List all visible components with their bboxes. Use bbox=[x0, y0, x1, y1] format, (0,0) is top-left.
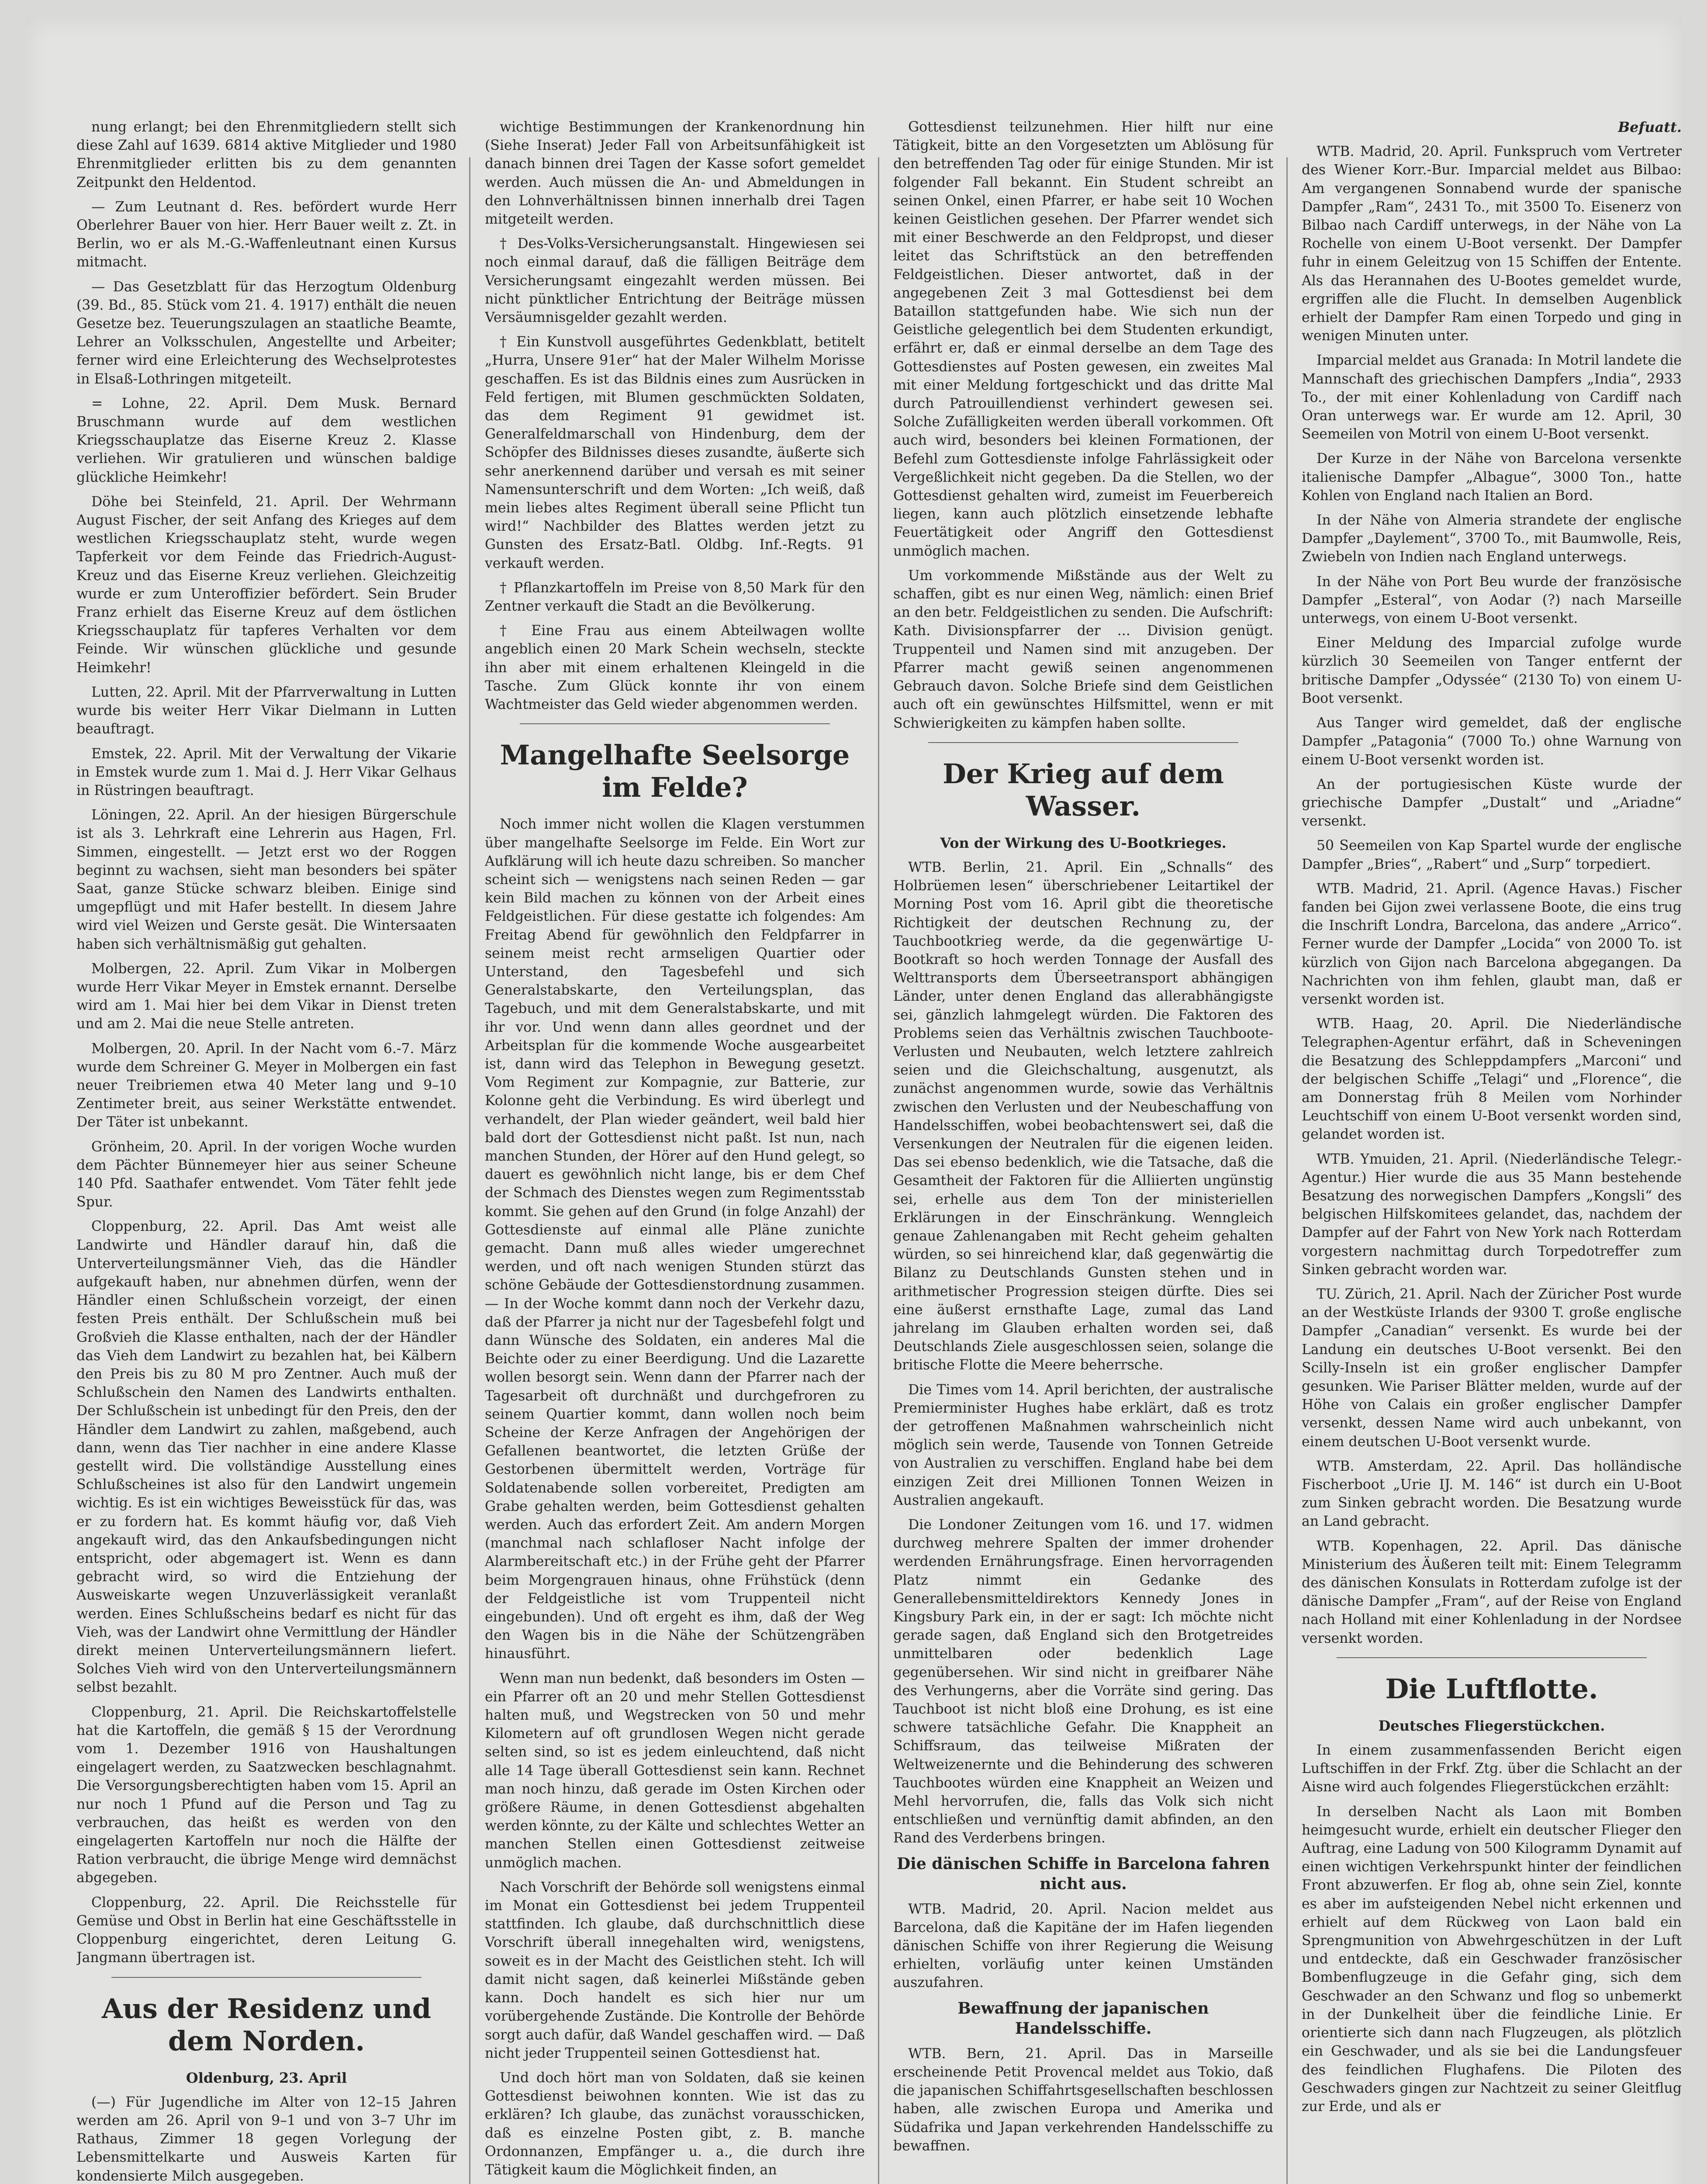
article-paragraph: wichtige Bestimmungen der Krankenordnung hin (Siehe Inserat) Jeder Fall von Arbeitsunfähigkeit ist danach binnen drei Tagen der Kasse sofort gemeldet werden. Auch müssen die An- und Abmeldungen in den Lohnverhältnissen binnen innerhalb drei Tagen mitgeteilt werden. bbox=[485, 119, 865, 228]
article-paragraph: Molbergen, 20. April. In der Nacht vom 6.-7. März wurde dem Schreiner G. Meyer in Molbergen ein fast neuer Treibriemen etwa 40 Meter lang und 9–10 Zentimeter breit, aus seiner Werkstätte entwendet. Der Täter ist unbekannt. bbox=[76, 1040, 456, 1130]
article-paragraph: Cloppenburg, 21. April. Die Reichskartoffelstelle hat die Kartoffeln, die gemäß § 15 der Verordnung vom 1. Dezember 1916 von Haushaltungen eingelagert werden, zu Saatzwecken beschlagnahmt. Die Versorgungsberechtigten haben vom 15. April an nur noch 1 Pfund auf die Person und Tag zu verbrauchen, das heißt es werden von den eingelagerten Kartoffeln nur noch die Hälfte der Ration verbraucht, die übrige Menge wird demnächst abgegeben. bbox=[76, 1704, 456, 1886]
article-header-seelsorge: Mangelhafte Seelsorge im Felde? bbox=[500, 739, 850, 804]
article-paragraph: † Ein Kunstvoll ausgeführtes Gedenkblatt, betitelt „Hurra, Unsere 91er“ hat der Maler Wilhelm Morisse geschaffen. Es ist das Bildnis eines zum Ausrücken in Feld fertigen, mit Blumen geschmückten Soldaten, das dem Regiment 91 gewidmet ist. Generalfeldmarschall von Hindenburg, dem der Schöpfer des Bildnisses dieses zusandte, äußerte sich sehr anerkennend darüber und versah es mit seiner Namensunterschrift und dem Worten: „Ich weiß, daß mein liebes altes Regiment überall seine Pflicht tun wird!“ Nachbilder des Blattes werden jetzt zu Gunsten des Ersatz-Batl. Oldbg. Inf.-Regts. 91 verkauft werden. bbox=[485, 334, 865, 571]
column-1-articles bbox=[76, 118, 456, 1967]
article-paragraph: — Das Gesetzblatt für das Herzogtum Oldenburg (39. Bd., 85. Stück vom 21. 4. 1917) enthält die neuen Gesetze bez. Teuerungszulagen an staatliche Beamte, Lehrer an Volksschulen, Angestellte und Arbeiter; ferner wird eine Erleichterung des Wechselprotestes in Elsaß-Lothringen mitgeteilt. bbox=[76, 279, 456, 387]
article-paragraph: WTB. Madrid, 21. April. (Agence Havas.) Fischer fanden bei Gijon zwei verlassene Boote, die eins trug die Inschrift Londra, Barcelona, das andere „Arrico“. Ferner wurde der Dampfer „Locida“ von 2000 To. ist kürzlich von Gijon nach Barcelona abgegangen. Da Nachrichten von ihm fehlen, glaubt man, daß er versenkt worden ist. bbox=[1302, 881, 1682, 1007]
section-header-residenz: Aus der Residenz und dem Norden. bbox=[101, 1992, 432, 2057]
article-paragraph: — Zum Leutnant d. Res. befördert wurde Herr Oberlehrer Bauer von hier. Herr Bauer weilt z. Zt. in Berlin, wo er als M.-G.-Waffenleutnant einen Kursus mitmacht. bbox=[76, 199, 456, 270]
article-paragraph: Gottesdienst teilzunehmen. Hier hilft nur eine Tätigkeit, bitte an den Vorgesetzten um Ablösung für den betreffenden Tag oder für einige Stunden. Mir ist folgender Fall bekannt. Ein Student schreibt an seinen Onkel, einen Pfarrer, er habe seit 10 Wochen keinen Geistlichen gesehen. Der Pfarrer wendet sich mit einer Beschwerde an den Feldpropst, und dieser leitet das Schriftstück an den betreffenden Feldgeistlichen. Dieser antwortet, daß in der angegebenen Zeit 3 mal Gottesdienst bei dem Bataillon stattgefunden habe. Wie sich nun der Geistliche gelegentlich bei dem Studenten erkundigt, erfährt er, daß er einmal derselbe an dem Tage des Gottesdienstes auf Posten gewesen, ein zweites Mal mit einer Meldung fortgeschickt und das dritte Mal durch Patrouillendienst verhindert gewesen sei. Solche Zufälligkeiten werden überall vorkommen. Oft auch wird, besonders bei kleinen Formationen, der Befehl zum Gottesdienste infolge Fahrlässigkeit oder Vergeßlichkeit nicht gegeben. Da die Stellen, wo der Gottesdienst gehalten wird, zumeist im Feuerbereich liegen, kann auch plötzlich einsetzende lebhafte Feuertätigkeit oder Angriff den Gottesdienst unmöglich machen. bbox=[893, 119, 1273, 559]
article-paragraph: Emstek, 22. April. Mit der Verwaltung der Vikarie in Emstek wurde zum 1. Mai d. J. Herr Vikar Gelhaus in Rüstringen beauftragt. bbox=[76, 746, 456, 798]
article-paragraph: 50 Seemeilen von Kap Spartel wurde der englische Dampfer „Bries“, „Rabert“ und „Surp“ torpediert. bbox=[1302, 838, 1682, 872]
article-paragraph: In derselben Nacht als Laon mit Bomben heimgesucht wurde, erhielt ein deutscher Flieger den Auftrag, eine Ladung von 500 Kilogramm Dynamit auf einen wichtigen Verkehrspunkt hinter der feindlichen Front abzuwerfen. Er flog ab, ohne sein Ziel, konnte es aber im aufsteigenden Nebel nicht erkennen und erhielt auf dem Rückweg von Laon bald ein Sprengmunition von Abwehrgeschützen in der Luft und entdeckte, daß ein Geschwader französischer Bombenflugzeuge in die Gefahr ging, sich dem Geschwader an den Schwanz und flog so unbemerkt in der Dunkelheit über die feindliche Linie. Er orientierte sich dann nach Flugzeugen, als plötzlich ein Geschwader, und als sie bei die Landungsfeuer des feindlichen Flughafens. Die Piloten des Geschwaders gingen zur Nachtzeit zu seiner Gleitflug zur Erde, und als er bbox=[1302, 1804, 1682, 2115]
column-rule bbox=[469, 157, 470, 2184]
column-2-seelsorge-body bbox=[485, 815, 865, 2179]
section-divider bbox=[928, 742, 1238, 743]
column-1 bbox=[76, 118, 456, 2184]
article-paragraph: WTB. Haag, 20. April. Die Niederländische Telegraphen-Agentur erfährt, daß in Scheveningen die Besatzung des Schleppdampfers „Marconi“ und der belgischen Schiffe „Telagi“ und „Florence“, die am Donnerstag früh 8 Meilen vom Norhinder Leuchtschiff von einem U-Boot versenkt worden sind, gelandet worden ist. bbox=[1302, 1016, 1682, 1143]
section-divider bbox=[1337, 1657, 1647, 1658]
article-paragraph: WTB. Madrid, 20. April. Funkspruch vom Vertreter des Wiener Korr.-Bur. Imparcial meldet aus Bilbao: Am vergangenen Sonnabend wurde der spanische Dampfer „Ram“, 2431 To., mit 3500 To. Eisenerz von Bilbao nach Cardiff unterwegs, in der Nähe von La Rochelle von einem U-Boot versenkt. Der Dampfer fuhr in einem Geleitzug von 15 Schiffen der Entente. Als das Herannahen des U-Bootes gemeldet wurde, ergriffen alle die Flucht. In demselben Augenblick erhielt der Dampfer Ram einen Torpedo und ging in wenigen Minuten unter. bbox=[1302, 144, 1682, 344]
column-rule bbox=[1286, 157, 1288, 2184]
article-paragraph: WTB. Berlin, 21. April. Ein „Schnalls“ des Holbrüemen lesen“ überschriebener Leitartikel der Morning Post vom 16. April gibt die theoretische Richtigkeit der deutschen Rechnung zu, der Tauchbootkrieg werde, da die gegenwärtige U-Bootkraft so hoch werden Tonnage der Ausfall des Welttransports dem Überseetransport abhängigen Länder, unter denen England das allerabhängigste sei, gänzlich lahmgelegt würden. Die Faktoren des Problems seien das Verhältnis zwischen Tauchboote-Verlusten und Neubauten, welch letztere zahlreich seien und die Gleichschaltung, ausgenutzt, als zunächst angenommen wurde, sowie das Verhältnis zwischen den Verlusten und der Neubeschaffung von Handelsschiffen, wobei beobachtenswert sei, daß die Versenkungen der Neutralen für die eigenen leiden. Das sei ebenso bedenklich, wie die Tatsache, daß die Gesamtheit der Faktoren für die Alliierten ungünstig sei, erhelle aus dem Ton der ministeriellen Erklärungen in der Einschränkung. Wenngleich genaue Zahlenangaben mit Recht geheim gehalten würden, so sei hinreichend klar, daß gegenwärtig die Bilanz zu Deutschlands Gunsten stehen und in arithmetischer Progression steigen dürfte. Dies sei eine äußerst ernsthafte Lage, zumal das Land jahrelang im Glauben erhalten worden sei, daß Deutschlands Ziele ausgeschlossen seien, solange die britische Flotte die Meere beherrsche. bbox=[893, 859, 1273, 1373]
column-4 bbox=[1302, 118, 1682, 2184]
section-divider bbox=[520, 723, 830, 724]
article-paragraph: Die Times vom 14. April berichten, der australische Premierminister Hughes habe erklärt, daß es trotz der getroffenen Maßnahmen wahrscheinlich nicht möglich sein werde, Tausende von Tonnen Getreide von Australien zu verschiffen. England habe bei dem einzigen Zeit drei Millionen Tonnen Weizen in Australien angekauft. bbox=[893, 1382, 1273, 1508]
article-paragraph: WTB. Amsterdam, 22. April. Das holländische Fischerboot „Urie IJ. M. 146“ ist durch ein U-Boot zum Sinken gebracht worden. Die Besatzung wurde an Land gebracht. bbox=[1302, 1458, 1682, 1530]
column-1-local-news bbox=[76, 2093, 456, 2184]
dateline: Oldenburg, 23. April bbox=[186, 2069, 347, 2086]
article-paragraph: † Pflanzkartoffeln im Preise von 8,50 Mark für den Zentner verkauft die Stadt an die Bevölkerung. bbox=[485, 580, 865, 615]
subheader-ubootkrieg: Von der Wirkung des U-Bootkrieges. bbox=[940, 834, 1227, 851]
column-2 bbox=[485, 118, 865, 2184]
section-header-krieg: Der Krieg auf dem Wasser. bbox=[943, 757, 1224, 822]
article-paragraph: Nach Vorschrift der Behörde soll wenigstens einmal im Monat ein Gottesdienst bei jedem Truppenteil stattfinden. Ich glaube, daß durchschnittlich diese Vorschrift überall innegehalten wird, wenigstens, soweit es in der Macht des Geistlichen steht. Ich will damit nicht sagen, daß keinerlei Mißstände geben kann. Doch handelt es sich hier nur um vorübergehende Zustände. Die Kontrolle der Behörde sorgt auch dafür, daß Wandel geschaffen wird. — Daß nicht jeder Truppenteil seinen Gottesdienst hat. bbox=[485, 1879, 865, 2061]
article-paragraph: Und doch hört man von Soldaten, daß sie keinen Gottesdienst beiwohnen konnten. Wie ist das zu erklären? Ich glaube, das zunächst vorausschicken, daß es einzelne Posten gibt, z. B. manche Ordonnanzen, Empfänger u. a., die durch ihre Tätigkeit kaum die Möglichkeit finden, an bbox=[485, 2070, 865, 2178]
article-paragraph: TU. Zürich, 21. April. Nach der Züricher Post wurde an der Westküste Irlands der 9300 T. große englische Dampfer „Canadian“ versenkt. Es wurde bei der Landung ein deutsches U-Boot versenkt. Bei den Scilly-Inseln ist ein großer englischer Dampfer gesunken. Wie Pariser Blätter melden, wurde auf der Höhe von Calais ein großer englischer Dampfer versenkt, dessen Name wird auch unbekannt, von einem deutschen U-Boot versenkt wurde. bbox=[1302, 1286, 1682, 1450]
column-4-sinkings bbox=[1302, 142, 1682, 1648]
section-header-luftflotte: Die Luftflotte. bbox=[1385, 1673, 1598, 1705]
article-paragraph: In einem zusammenfassenden Bericht eigen Luftschiffen in der Frkf. Ztg. über die Schlacht an der Aisne wird auch folgendes Fliegerstückchen erzählt: bbox=[1302, 1742, 1682, 1795]
article-paragraph: WTB. Bern, 21. April. Das in Marseille erscheinende Petit Provencal meldet aus Tokio, daß die japanischen Schiffahrtsgesellschaften beschlossen haben, alle zwischen Europa und Amerika und Südafrika und Japan verkehrenden Handelsschiffe zu bewaffnen. bbox=[893, 2046, 1273, 2154]
subheader-japanische-schiffe: Bewaffnung der japanischen Handelsschiffe. bbox=[957, 1999, 1209, 2038]
article-paragraph: WTB. Kopenhagen, 22. April. Das dänische Ministerium des Äußeren teilt mit: Einem Telegramm des dänischen Konsulats in Rotterdam zufolge ist der dänische Dampfer „Fram“, auf der Reise von England nach Holland mit einer Kohlenladung in der Nordsee versenkt worden. bbox=[1302, 1538, 1682, 1646]
subheader-fliegerstueckchen: Deutsches Fliegerstückchen. bbox=[1378, 1717, 1605, 1734]
subheader-daenische-schiffe: Die dänischen Schiffe in Barcelona fahren nicht aus. bbox=[896, 1854, 1270, 1893]
column-4-air-body bbox=[1302, 1741, 1682, 2116]
article-paragraph: Löningen, 22. April. An der hiesigen Bürgerschule ist als 3. Lehrkraft eine Lehrerin aus Hagen, Frl. Simmen, eingestellt. — Jetzt erst wo der Roggen beginnt zu wachsen, sieht man besonders bei später Saat, ganze Stücke schwarz bleiben. Einige sind umgepflügt und mit Hafer bestellt. In diesem Jahre wird viel Weizen und Gerste gesät. Die Wintersaaten haben sich verhältnismäßig gut gehalten. bbox=[76, 807, 456, 952]
section-divider bbox=[111, 1977, 422, 1978]
column-3 bbox=[893, 118, 1273, 2184]
article-paragraph: An der portugiesischen Küste wurde der griechische Dampfer „Dustalt“ und „Ariadne“ versenkt. bbox=[1302, 776, 1682, 829]
article-paragraph: Lutten, 22. April. Mit der Pfarrverwaltung in Lutten wurde bis weiter Herr Vikar Dielmann in Lutten beauftragt. bbox=[76, 684, 456, 737]
article-paragraph: Einer Meldung des Imparcial zufolge wurde kürzlich 30 Seemeilen von Tanger entfernt der britische Dampfer „Odyssée“ (2130 To) von einem U-Boot versenkt. bbox=[1302, 635, 1682, 706]
article-paragraph: Der Kurze in der Nähe von Barcelona versenkte italienische Dampfer „Albague“, 3000 Ton., hatte Kohlen von England nach Italien an Bord. bbox=[1302, 451, 1682, 504]
article-paragraph: Aus Tanger wird gemeldet, daß der englische Dampfer „Patagonia“ (7000 To.) ohne Warnung von einem U-Boot versenkt worden ist. bbox=[1302, 715, 1682, 768]
article-paragraph: WTB. Madrid, 20. April. Nacion meldet aus Barcelona, daß die Kapitäne der im Hafen liegenden dänischen Schiffe von ihrer Regierung die Weisung erhielten, vorläufig unter keinen Umständen auszufahren. bbox=[893, 1901, 1273, 1991]
article-paragraph: † Eine Frau aus einem Abteilwagen wollte angeblich einen 20 Mark Schein wechseln, steckte ihn aber mit einem erhaltenen Kleingeld in die Tasche. Zum Glück konnte ihr von einem Wachtmeister das Geld wieder abgenommen werden. bbox=[485, 623, 865, 713]
column-rule bbox=[878, 157, 879, 2184]
newspaper-page bbox=[26, 17, 1682, 2184]
article-paragraph: In der Nähe von Port Beu wurde der französische Dampfer „Esteral“, von Aodar (?) nach Marseille unterwegs, von einem U-Boot versenkt. bbox=[1302, 574, 1682, 627]
article-paragraph: Noch immer nicht wollen die Klagen verstummen über mangelhafte Seelsorge im Felde. Ein Wort zur Aufklärung will ich heute dazu schreiben. So mancher scheint sich — wenigstens nach seinen Reden — gar kein Bild machen zu können von der Arbeit eines Feldgeistlichen. Für diese gestatte ich folgendes: Am Freitag Abend für gewöhnlich den Feldpfarrer in seinem meist recht armseligen Quartier oder Unterstand, den Tagesbefehl und sich Generalstabskarte, den Verteilungsplan, das Tagebuch, und mit dem Generalstabskarte, und mit ihr vor. Und wenn dann alles geordnet und der Arbeitsplan für die kommende Woche ausgearbeitet ist, dann wird das Telephon in Bewegung gesetzt. Vom Regiment zur Kompagnie, zur Batterie, zur Kolonne geht die Verbindung. Es wird überlegt und verhandelt, der Plan wieder geändert, weil bald hier bald dort der Gottesdienst nicht paßt. Ist nun, nach manchen Stunden, der Hörer auf den Hund gelegt, so dauert es gewöhnlich nicht lange, bis er dem Chef der Schmach des Dienstes wegen zum Regimentsstab kommt. Sie gehen auf den Grund (in folge Anzahl) der Gottesdienste auf einmal alle Pläne zunichte gemacht. Dann muß alles wieder umgerechnet werden, und oft nach wenigen Stunden stürzt das schöne Gebäude der Gottesdienstordnung zusammen. — In der Woche kommt dann noch der Verkehr dazu, daß der Pfarrer ja nicht nur der Tagesbefehl folgt und dann Wünsche des Soldaten, ein anderes Mal die Beichte oder zu einer Beerdigung. Und die Lazarette wollen besorgt sein. Wenn dann der Pfarrer nach der Tagesarbeit oft durchnäßt und durchgefroren zu seinem Quartier kommt, dann wollen noch beim Scheine der Kerze Anfragen der Angehörigen der Gefallenen beantwortet, die letzten Grüße der Gestorbenen übermittelt werden, Vorträge für Soldatenabende sollen vorbereitet, Predigten am Grabe gehalten werden, beim Gottesdienst gehalten werden. Auch das erfordert Zeit. Am andern Morgen (manchmal nach schlafloser Nacht infolge der Alarmbereitschaft etc.) in der Frühe geht der Pfarrer beim Morgengrauen hinaus, ohne Frühstück (denn der Feldgeistliche ist vom Truppenteil nicht eingebunden). Und oft ergeht es ihm, daß der Weg den Wagen bis in die Nähe der Schützengräben hinausführt. bbox=[485, 816, 865, 1662]
column-3-japan-body bbox=[893, 2045, 1273, 2155]
article-paragraph: nung erlangt; bei den Ehrenmitgliedern stellt sich diese Zahl auf 1639. 6814 aktive Mitglieder und 1980 Ehrenmitglieder erlitten bis zu dem genannten Zeitpunkt den Heldentod. bbox=[76, 119, 456, 190]
article-paragraph: Imparcial meldet aus Granada: In Motril landete die Mannschaft des griechischen Dampfers „India“, 2933 To., der mit einer Kohlenladung von Cardiff nach Oran unterwegs war. Er wurde am 12. April, 30 Seemeilen von Motril von einem U-Boot versenkt. bbox=[1302, 352, 1682, 442]
article-paragraph: = Lohne, 22. April. Dem Musk. Bernard Bruschmann wurde auf dem westlichen Kriegsschauplatze das Eiserne Kreuz 2. Klasse verliehen. Wir gratulieren und wünschen baldige glückliche Heimkehr! bbox=[76, 395, 456, 485]
article-paragraph: Molbergen, 22. April. Zum Vikar in Molbergen wurde Herr Vikar Meyer in Emstek ernannt. Derselbe wird am 1. Mai hier bei dem Vikar in Dienst treten und am 2. Mai die neue Stelle antreten. bbox=[76, 961, 456, 1032]
article-paragraph: Um vorkommende Mißstände aus der Welt zu schaffen, gibt es nur einen Weg, nämlich: einen Brief an den betr. Feldgeistlichen zu senden. Die Aufschrift: Kath. Divisionspfarrer der ... Division genügt. Truppenteil und Namen sind mit anzugeben. Der Pfarrer macht gewiß seinen angenommenen Gebrauch davon. Solche Briefe sind dem Geistlichen auch oft ein gewünschtes Hilfsmittel, wenn er mit Schwierigkeiten zu kämpfen haben sollte. bbox=[893, 567, 1273, 731]
article-paragraph: Cloppenburg, 22. April. Das Amt weist alle Landwirte und Händler darauf hin, daß die Unterverteilungsmänner Vieh, das die Händler aufgekauft haben, nur abnehmen dürfen, wenn der Händler einen Schlußschein vorzeigt, der einen festen Preis enthält. Der Schlußschein muß bei Großvieh die Klasse enthalten, nach der der Händler das Vieh dem Landwirt zu bezahlen hat, bei Kälbern den Preis bis zu 80 M pro Zentner. Auch muß der Schlußschein den Namen des Landwirts enthalten. Der Schlußschein ist unbedingt für den Preis, den der Händler dem Landwirt zu zahlen, maßgebend, auch dann, wenn das Tier nachher in eine andere Klasse gestellt wird. Die vollständige Ausstellung eines Schlußscheines ist also für den Landwirt ungemein wichtig. Es ist ein wichtiges Beweisstück für das, was er zu fordern hat. Es kommt häufig vor, daß Vieh angekauft wird, das den Ankaufsbedingungen nicht entspricht, oder abgemagert ist. Wenn es dann gebracht wird, so wird die Entziehung der Ausweiskarte wegen Unzuverlässigkeit veranlaßt werden. Eines Schlußscheins bedarf es nicht für das Vieh, was der Landwirt ohne Vermittlung der Händler direkt meinen Unterverteilungsmännern liefert. Solches Vieh wird von den Unterverteilungsmännern selbst bezahlt. bbox=[76, 1219, 456, 1696]
column-4-top-label: Befuatt. bbox=[1618, 119, 1682, 135]
article-paragraph: (—) Für Jugendliche im Alter von 12–15 Jahren werden am 26. April von 9–1 und von 3–7 Uhr im Rathaus, Zimmer 18 gegen Vorlegung der Lebensmittelkarte und Ausweis Karten für kondensierte Milch ausgegeben. bbox=[76, 2094, 456, 2184]
article-paragraph: Wenn man nun bedenkt, daß besonders im Osten — ein Pfarrer oft an 20 und mehr Stellen Gottesdienst halten muß, und Wegstrecken von 50 und mehr Kilometern auf oft grundlosen Wegen nicht gerade selten sind, so ist es jedem einleuchtend, daß nicht alle 14 Tage überall Gottesdienst sein kann. Rechnet man noch hinzu, daß gerade im Osten Kirchen oder größere Räume, in denen Gottesdienst abgehalten werden könnte, zu der Kälte und schlechtes Wetter an manchen Stellen einen Gottesdienst zeitweise unmöglich machen. bbox=[485, 1670, 865, 1871]
column-2-articles bbox=[485, 118, 865, 714]
article-paragraph: Döhe bei Steinfeld, 21. April. Der Wehrmann August Fischer, der seit Anfang des Krieges auf dem westlichen Kriegsschauplatz steht, wurde wegen Tapferkeit vor dem Feinde das Friedrich-August-Kreuz und das Eiserne Kreuz verliehen. Gleichzeitig wurde er zum Unteroffizier befördert. Sein Bruder Franz erhielt das Eiserne Kreuz auf dem östlichen Kriegsschauplatz für tapferes Verhalten vor dem Feinde. Wir wünschen glückliche und gesunde Heimkehr! bbox=[76, 494, 456, 676]
article-paragraph: In der Nähe von Almeria strandete der englische Dampfer „Daylement“, 3700 To., mit Baumwolle, Reis, Zwiebeln von Indien nach England unterwegs. bbox=[1302, 512, 1682, 565]
column-3-danish-body bbox=[893, 1900, 1273, 1992]
article-paragraph: WTB. Ymuiden, 21. April. (Niederländische Telegr.-Agentur.) Hier wurde die aus 35 Mann bestehende Besatzung des norwegischen Dampfers „Kongsli“ des belgischen Hilfskomitees gelandet, das, nachdem der Dampfer auf der Fahrt von New York nach Rotterdam vorgestern nachmittag durch Torpedotreffer zum Sinken gebracht worden war. bbox=[1302, 1151, 1682, 1278]
article-paragraph: † Des-Volks-Versicherungsanstalt. Hingewiesen sei noch einmal darauf, daß die fälligen Beiträge dem Versicherungsamt eingezahlt werden müssen. Bei nicht pünktlicher Entrichtung der Beiträge müssen Versäumnisgelder gezahlt werden. bbox=[485, 236, 865, 326]
article-paragraph: Die Londoner Zeitungen vom 16. und 17. widmen durchweg mehrere Spalten der immer drohender werdenden Ernährungsfrage. Einen hervorragenden Platz nimmt ein Gedanke des Generallebensmitteldirektors Kennedy Jones in Kingsbury Park ein, in der er sagt: Ich möchte nicht gerade sagen, daß England sich den Brotgetreides unmittelbaren oder bedenklich Lage gegenübersehen. Wir sind nicht in greifbarer Nähe des Verhungerns, aber die Vorräte sind gering. Das Tauchboot ist nicht bloß eine Drohung, es ist eine schwere tatsächliche Gefahr. Die Knappheit an Schiffsraum, das teilweise Mißraten der Weltweizenernte und die Behinderung des schweren Tauchbootes würden eine Knappheit an Weizen und Mehl hervorrufen, die, falls das Volk sich nicht entschließen und vernünftig damit abfinden, an den Rand des Verderbens bringen. bbox=[893, 1517, 1273, 1846]
column-3-articles bbox=[893, 118, 1273, 733]
column-3-war-body bbox=[893, 858, 1273, 1848]
article-paragraph: Grönheim, 20. April. In der vorigen Woche wurden dem Pächter Bünnemeyer hier aus seiner Scheune 140 Pfd. Saathafer entwendet. Vom Täter fehlt jede Spur. bbox=[76, 1139, 456, 1210]
article-paragraph: Cloppenburg, 22. April. Die Reichsstelle für Gemüse und Obst in Berlin hat eine Geschäftsstelle in Cloppenburg eingerichtet, deren Leitung G. Jangmann übertragen ist. bbox=[76, 1894, 456, 1966]
